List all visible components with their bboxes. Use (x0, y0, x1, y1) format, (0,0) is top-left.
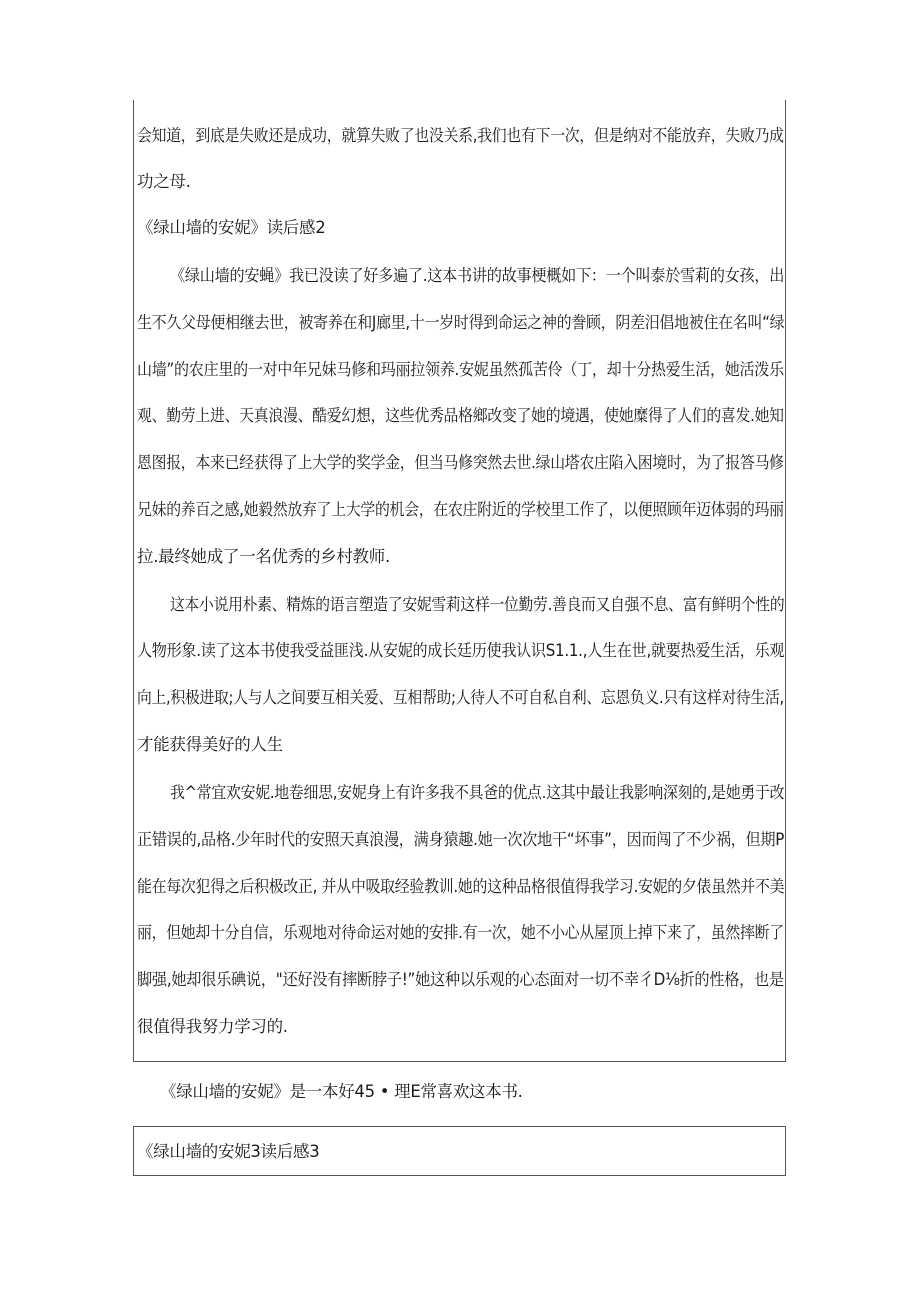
paragraph-4-line-4: 丽，但她却十分自信，乐观地对待命运对她的安排.有一次，她不小心从屋顶上掉下来了，虽然摔断了 (137, 923, 784, 942)
paragraph-4-line-5: 脚强,她却很乐碘说，"还好没有摔断脖子!”她这种以乐观的心态面对一切不幸彳D⅛折的性格，也是 (137, 970, 784, 989)
paragraph-2-line-4: 观、勤劳上进、天真浪漫、酷爱幻想，这些优秀品格鄉改变了她的境遇，使她糜得了人们的喜发.她知 (137, 406, 784, 425)
closing-paragraph: 《绿山墙的安妮》是一本好45 • 理E常喜欢这本书. (160, 1082, 523, 1101)
paragraph-3-line-3: 向上,积极进取;人与人之间要互相关爱、互相帮助;人待人不可自私自利、忘恩负义.只有这样对待生活, (137, 688, 784, 707)
section-heading-2: 《绿山墙的安妮》读后感2 (137, 218, 326, 237)
paragraph-4-line-3: 能在每次犯得之后积极改正, 并从中吸取经验教训.她的这种品格很值得我学习.安妮的夕俵虽然并不美 (137, 877, 785, 896)
paragraph-2-line-2: 生不久父母便相继去世，被寄养在和J廊里,十一岁时得到命运之神的誊顾，阴差汨倡地被住在名叫“绿 (137, 313, 785, 332)
paragraph-3-line-2: 人物形象.读了这本书使我受益匪浅.从安妮的成长廷历使我认识S1.1.,人生在世,就要热爱生活，乐观 (137, 641, 785, 660)
paragraph-3-line-1: 这本小说用朴素、精炼的语言塑造了安妮雪莉这样一位勤劳.善良而又自强不息、富有鲜明个性的 (170, 595, 785, 614)
paragraph-2-line-7: 拉.最终她成了一名优秀的乡村教师. (137, 547, 390, 566)
paragraph-3-line-4: 才能获得美好的人生 (137, 735, 283, 754)
paragraph-2-line-3: 山墙”的农庄里的一对中年兄妹马修和玛丽拉领养.安妮虽然孤苦伶（丁，却十分热爱生活，她活泼乐 (137, 360, 784, 379)
paragraph-4-line-2: 正错误的,品格.少年时代的安照天真浪漫，满身猿趣.她一次次地干“坏事”，因而闯了不少祸，但期P (137, 830, 785, 849)
paragraph-4-line-1: 我^常宜欢安妮.地卷细思,安妮身上有许多我不具爸的优点.这其中最让我影响深刻的,是她勇于改 (170, 783, 785, 802)
upper-text-frame (133, 100, 786, 1062)
section-heading-3: 《绿山墙的安妮3读后感3 (137, 1142, 320, 1161)
paragraph-2-line-5: 恩图报，本来已经获得了上大学的奖学金，但当马修突然去世.绿山塔农庄陷入困境时，为了报答马修 (137, 453, 784, 472)
paragraph-2-line-1: 《绿山墙的安蝇》我已没读了好多遍了.这本书讲的故事梗概如下：一个叫泰於雪莉的女孩，出 (170, 266, 785, 285)
paragraph-1-line-1: 会知道，到底是失败还是成功，就算失败了也没关系,我们也有下一次，但是纳对不能放弃，失败乃成 (137, 126, 784, 145)
paragraph-1-line-2: 功之母. (137, 172, 191, 191)
paragraph-4-line-6: 很值得我努力学习的. (137, 1017, 288, 1036)
paragraph-2-line-6: 兄妹的养百之感,她毅然放弃了上大学的机会，在农庄附近的学校里工作了，以便照顾年迈体弱的玛丽 (137, 500, 784, 519)
